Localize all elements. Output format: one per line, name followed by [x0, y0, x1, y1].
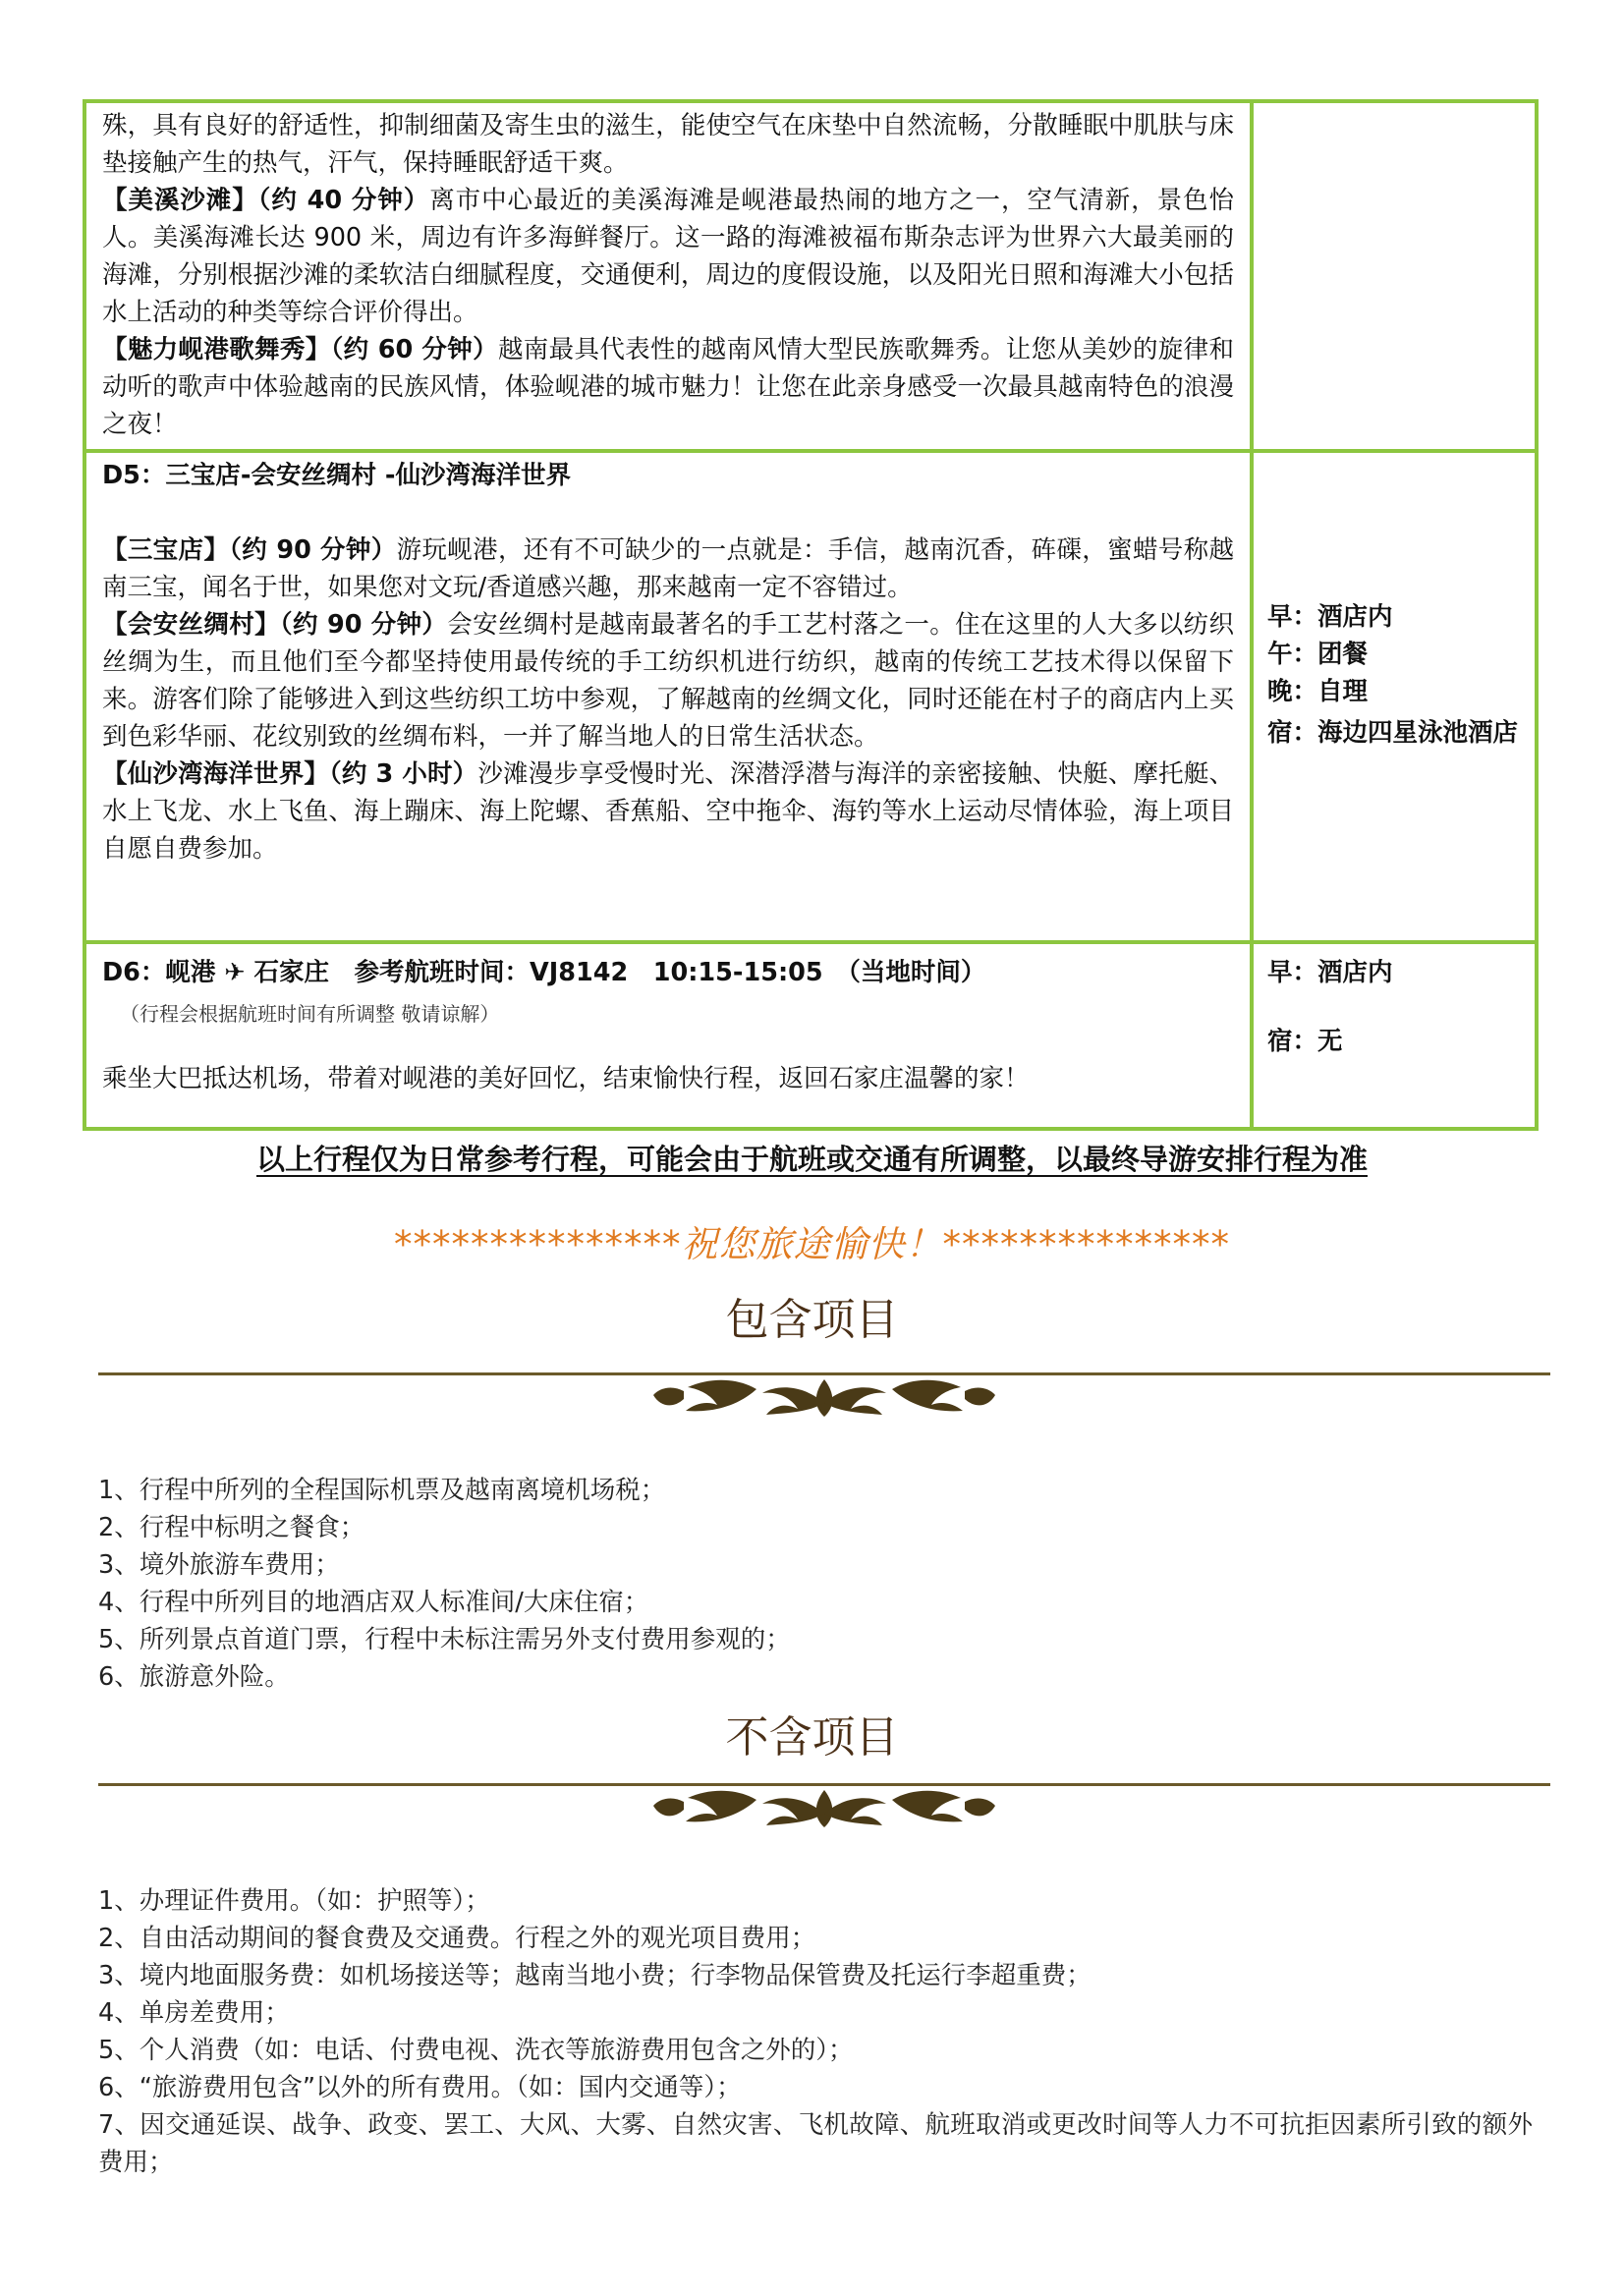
itinerary-cell-meals [1252, 451, 1537, 942]
flight-note: （行程会根据航班时间有所调整 敬请谅解） [120, 1002, 500, 1026]
paragraph-ocean-world [102, 756, 1234, 868]
paragraph-mattress: 殊，具有良好的舒适性，抑制细菌及寄生虫的滋生，能使空气在床垫中自然流畅，分散睡眠中肌肤与床垫接触产生的热气，汗气，保持睡眠舒适干爽。 [102, 111, 1234, 178]
attraction-description: 离市中心最近的美溪海滩是岘港最热闹的地方之一，空气清新，景色怡人。美溪海滩长达 900 米，周边有许多海鲜餐厅。这一路的海滩被福布斯杂志评为世界六大最美丽的海滩，分别根据沙滩的柔软洁白细腻程度，交通便利，周边的度假设施，以及阳光日照和海滩大小包括水上活动的种类等综合评价得出。 [102, 186, 1234, 327]
itinerary-row-d4-cont [84, 101, 1537, 451]
list-item: 6、旅游意外险。 [98, 1662, 290, 1692]
itinerary-notice: 以上行程仅为日常参考行程，可能会由于航班或交通有所调整，以最终导游安排行程为准 [255, 1143, 1368, 1176]
spacer [102, 1031, 1234, 1060]
paragraph-silk-village [102, 606, 1234, 756]
meal-breakfast: 早：酒店内 [1267, 602, 1393, 632]
attraction-title: 【魅力岘港歌舞秀】（约 60 分钟） [102, 335, 498, 364]
attraction-title: 【仙沙湾海洋世界】（约 3 小时） [102, 759, 478, 789]
excluded-title: 不含项目 [725, 1712, 899, 1763]
meal-dinner: 晚：自理 [1267, 677, 1369, 706]
itinerary-row-d6 [84, 942, 1537, 1129]
ornament-divider-icon [98, 1774, 1550, 1843]
attraction-title: 【三宝店】（约 90 分钟） [102, 535, 397, 565]
attraction-title: 【美溪沙滩】（约 40 分钟） [102, 186, 430, 215]
list-item: 1、行程中所列的全程国际机票及越南离境机场税； [98, 1476, 666, 1505]
paragraph-beach [102, 182, 1234, 331]
day-title: D5：三宝店-会安丝绸村 -仙沙湾海洋世界 [102, 461, 571, 490]
hotel-info: 宿：海边四星泳池酒店 [1267, 718, 1519, 748]
itinerary-cell-meals [1252, 101, 1537, 451]
paragraph-show [102, 331, 1234, 443]
attraction-description: 游玩岘港，还有不可缺少的一点就是：手信，越南沉香，砗磲，蜜蜡号称越南三宝，闻名于世，如果您对文玩/香道感兴趣，那来越南一定不容错过。 [102, 535, 1234, 602]
list-item: 5、所列景点首道门票，行程中未标注需另外支付费用参观的； [98, 1625, 791, 1654]
list-item: 7、因交通延误、战争、政变、罢工、大风、大雾、自然灾害、飞机故障、航班取消或更改时间等人力不可抗拒因素所引致的额外费用； [98, 2110, 1533, 2177]
paragraph-shop [102, 532, 1234, 606]
excluded-list [98, 1882, 1533, 2181]
meal-lunch: 午：团餐 [1267, 640, 1369, 669]
itinerary-table [83, 99, 1539, 1131]
list-item: 4、行程中所列目的地酒店双人标准间/大床住宿； [98, 1588, 649, 1617]
meal-breakfast: 早：酒店内 [1267, 958, 1393, 987]
list-item: 2、自由活动期间的餐食费及交通费。行程之外的观光项目费用； [98, 1924, 816, 1953]
day-title: D6：岘港 ✈ 石家庄 参考航班时间：VJ8142 10:15-15:05 （当地时间） [102, 958, 986, 987]
spacer [102, 494, 1234, 532]
included-title: 包含项目 [725, 1295, 899, 1345]
included-list [98, 1472, 1533, 1696]
itinerary-cell-main [84, 942, 1252, 1129]
list-item: 3、境外旅游车费用； [98, 1550, 340, 1580]
attraction-title: 【会安丝绸村】（约 90 分钟） [102, 610, 448, 640]
itinerary-cell-meals [1252, 942, 1537, 1129]
list-item: 2、行程中标明之餐食； [98, 1513, 365, 1542]
list-item: 4、单房差费用； [98, 1998, 290, 2028]
attraction-description: 越南最具代表性的越南风情大型民族歌舞秀。让您从美妙的旋律和动听的歌声中体验越南的民族风情，体验岘港的城市魅力！让您在此亲身感受一次最具越南特色的浪漫之夜！ [102, 335, 1234, 439]
list-item: 3、境内地面服务费：如机场接送等；越南当地小费；行李物品保管费及托运行李超重费； [98, 1961, 1092, 1990]
itinerary-cell-main [84, 101, 1252, 451]
wish-banner: ***************祝您旅途愉快！*************** [394, 1223, 1230, 1265]
itinerary-cell-main [84, 451, 1252, 942]
attraction-description: 会安丝绸村是越南最著名的手工艺村落之一。住在这里的人大多以纺织丝绸为生，而且他们至今都坚持使用最传统的手工纺织机进行纺织，越南的传统工艺技术得以保留下来。游客们除了能够进入到这些纺织工坊中参观，了解越南的丝绸文化，同时还能在村子的商店内上买到色彩华丽、花纹别致的丝绸布料，一并了解当地人的日常生活状态。 [102, 610, 1234, 752]
itinerary-row-d5 [84, 451, 1537, 942]
hotel-info: 宿：无 [1267, 1027, 1343, 1056]
ornament-divider-icon [98, 1364, 1550, 1432]
list-item: 5、个人消费（如：电话、付费电视、洗衣等旅游费用包含之外的）； [98, 2036, 854, 2065]
attraction-description: 沙滩漫步享受慢时光、深潜浮潜与海洋的亲密接触、快艇、摩托艇、水上飞龙、水上飞鱼、海上蹦床、海上陀螺、香蕉船、空中拖伞、海钓等水上运动尽情体验，海上项目自愿自费参加。 [102, 759, 1234, 864]
day-description: 乘坐大巴抵达机场，带着对岘港的美好回忆，结束愉快行程，返回石家庄温馨的家！ [102, 1064, 1030, 1093]
list-item: 6、“旅游费用包含”以外的所有费用。（如：国内交通等）； [98, 2073, 742, 2102]
list-item: 1、办理证件费用。（如：护照等）； [98, 1886, 490, 1916]
